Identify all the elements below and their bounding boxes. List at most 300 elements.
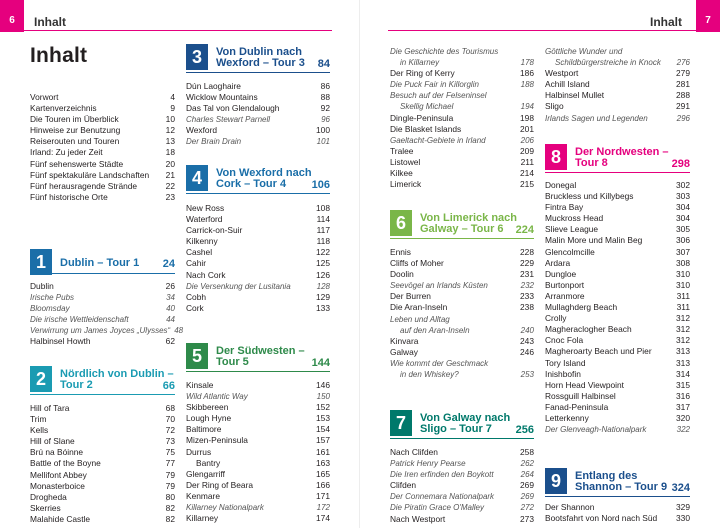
entry-title: Der Ring of Beara bbox=[186, 479, 254, 490]
entry-page-number: 68 bbox=[165, 403, 175, 413]
toc-feature-entry[interactable] bbox=[390, 46, 534, 57]
entry-title: Die Geschichte des Tourismus bbox=[390, 47, 499, 56]
toc-entry[interactable] bbox=[390, 347, 534, 358]
entry-title: Malin More und Malin Beg bbox=[545, 235, 643, 246]
toc-entry[interactable] bbox=[186, 258, 330, 269]
entry-title: Kilkee bbox=[390, 168, 413, 179]
toc-entry[interactable] bbox=[390, 447, 534, 458]
entry-page-number: 186 bbox=[520, 68, 534, 79]
entry-page-number: 246 bbox=[520, 346, 534, 357]
toc-entry[interactable] bbox=[390, 124, 534, 135]
entry-title: Die Puck Fair in Killorglin bbox=[390, 80, 479, 90]
entry-title: Irland: Zu jeder Zeit bbox=[30, 147, 103, 158]
tour-8-heading[interactable] bbox=[545, 144, 690, 178]
toc-feature-entry[interactable] bbox=[30, 314, 175, 325]
toc-entry[interactable] bbox=[186, 413, 330, 424]
entry-title: Trim bbox=[30, 414, 47, 425]
toc-entry[interactable] bbox=[186, 435, 330, 446]
entry-page-number: 165 bbox=[316, 468, 330, 479]
entry-page-number: 269 bbox=[520, 480, 534, 491]
toc-entry[interactable] bbox=[545, 191, 690, 202]
page-gutter bbox=[359, 0, 360, 528]
toc-feature-entry[interactable] bbox=[390, 135, 534, 146]
toc-entry[interactable] bbox=[545, 68, 690, 79]
toc-entry[interactable] bbox=[390, 157, 534, 168]
toc-entry[interactable] bbox=[390, 514, 534, 525]
entry-page-number: 291 bbox=[676, 101, 690, 112]
tour-title-line1: Von Dublin nach bbox=[216, 46, 302, 58]
entry-title: Wie kommt der Geschmack bbox=[390, 358, 489, 368]
entry-title: Killarney Nationalpark bbox=[186, 503, 264, 513]
entry-title: Schildbürgerstreiche in Knock bbox=[555, 58, 661, 68]
entry-title: Skellig Michael bbox=[400, 102, 454, 112]
entry-title: Die Iren erfinden den Boykott bbox=[390, 470, 494, 480]
toc-entry[interactable] bbox=[186, 103, 330, 114]
tour-7-continued-list bbox=[545, 46, 690, 124]
entry-title: Reiserouten und Touren bbox=[30, 136, 120, 147]
tour-7-heading[interactable] bbox=[390, 410, 534, 444]
tour-title-line1: Dublin – Tour 1 bbox=[60, 257, 140, 269]
entry-page-number: 171 bbox=[316, 490, 330, 501]
toc-entry[interactable] bbox=[186, 203, 330, 214]
tour-number-badge: 9 bbox=[545, 468, 567, 494]
entry-page-number: 214 bbox=[520, 168, 534, 179]
tour-heading-rule bbox=[186, 371, 330, 372]
entry-page-number: 243 bbox=[520, 335, 534, 346]
entry-page-number: 178 bbox=[520, 58, 534, 68]
toc-entry[interactable] bbox=[186, 447, 330, 458]
entry-page-number: 314 bbox=[676, 368, 690, 379]
tour-number-badge: 7 bbox=[390, 410, 412, 436]
entry-title: Irische Pubs bbox=[30, 293, 75, 303]
entry-title: Die Touren im Überblick bbox=[30, 114, 119, 125]
entry-page-number: 172 bbox=[316, 503, 330, 513]
entry-title: Die Blasket Islands bbox=[390, 123, 462, 134]
entry-page-number: 258 bbox=[520, 447, 534, 457]
toc-feature-entry[interactable] bbox=[390, 79, 534, 90]
entry-title: Inishbofin bbox=[545, 368, 581, 379]
entry-page-number: 305 bbox=[676, 224, 690, 235]
entry-page-number: 92 bbox=[320, 103, 330, 114]
toc-entry[interactable] bbox=[30, 503, 175, 514]
toc-entry[interactable] bbox=[30, 147, 175, 158]
left-header-title: Inhalt bbox=[34, 15, 66, 29]
toc-entry[interactable] bbox=[186, 480, 330, 491]
entry-title: Slieve League bbox=[545, 224, 599, 235]
entry-title: Glengarriff bbox=[186, 468, 225, 479]
tour-page-number: 24 bbox=[162, 258, 175, 270]
entry-page-number: 40 bbox=[166, 304, 175, 314]
entry-page-number: 269 bbox=[520, 492, 534, 502]
toc-entry[interactable] bbox=[30, 170, 175, 181]
toc-entry[interactable] bbox=[186, 247, 330, 258]
toc-entry[interactable] bbox=[30, 159, 175, 170]
entry-page-number: 276 bbox=[676, 58, 690, 68]
toc-feature-entry[interactable] bbox=[390, 325, 534, 336]
toc-entry[interactable] bbox=[186, 81, 330, 92]
tour-page-number: 224 bbox=[515, 224, 534, 236]
toc-entry[interactable] bbox=[186, 458, 330, 469]
entry-title: Letterkenny bbox=[545, 412, 589, 423]
toc-feature-entry[interactable] bbox=[390, 280, 534, 291]
toc-entry[interactable] bbox=[545, 291, 690, 302]
toc-entry[interactable] bbox=[30, 336, 175, 347]
entry-page-number: 253 bbox=[520, 370, 534, 380]
entry-page-number: 317 bbox=[676, 401, 690, 412]
entry-page-number: 209 bbox=[520, 145, 534, 156]
entry-page-number: 174 bbox=[316, 513, 330, 524]
entry-title: Magheroarty Beach und Pier bbox=[545, 346, 652, 357]
entry-title: Kinvara bbox=[390, 335, 419, 346]
toc-entry[interactable] bbox=[390, 291, 534, 302]
toc-entry[interactable] bbox=[186, 513, 330, 524]
entry-title: Rossguill Halbinsel bbox=[545, 390, 616, 401]
toc-entry[interactable] bbox=[390, 336, 534, 347]
entry-page-number: 125 bbox=[316, 258, 330, 269]
toc-entry[interactable] bbox=[545, 79, 690, 90]
entry-title: Clifden bbox=[390, 480, 417, 491]
entry-title: Bantry bbox=[196, 457, 221, 468]
toc-entry[interactable] bbox=[545, 391, 690, 402]
tour-page-number: 84 bbox=[317, 58, 330, 70]
entry-title: Patrick Henry Pearse bbox=[390, 459, 466, 469]
tour-5-heading[interactable] bbox=[186, 343, 330, 377]
entry-title: Sligo bbox=[545, 101, 564, 112]
toc-entry[interactable] bbox=[390, 302, 534, 313]
tour-heading-rule bbox=[30, 273, 175, 274]
toc-entry[interactable] bbox=[186, 92, 330, 103]
toc-entry[interactable] bbox=[30, 414, 175, 425]
entry-page-number: 238 bbox=[520, 302, 534, 313]
tour-heading-rule bbox=[186, 72, 330, 73]
toc-entry[interactable] bbox=[545, 202, 690, 213]
entry-title: Kilkenny bbox=[186, 236, 218, 247]
entry-page-number: 302 bbox=[676, 180, 690, 190]
entry-title: Drogheda bbox=[30, 491, 67, 502]
toc-feature-entry[interactable] bbox=[390, 491, 534, 502]
tour-title-line1: Entlang des bbox=[575, 470, 638, 482]
tour-title-line2: Galway – Tour 6 bbox=[420, 223, 504, 235]
toc-entry[interactable] bbox=[186, 236, 330, 247]
entry-page-number: 108 bbox=[316, 203, 330, 213]
entry-page-number: 228 bbox=[520, 247, 534, 257]
toc-feature-entry[interactable] bbox=[545, 424, 690, 435]
tour-8-list bbox=[545, 180, 690, 435]
toc-entry[interactable] bbox=[186, 303, 330, 314]
entry-title: Westport bbox=[545, 68, 579, 79]
entry-title: Die Aran-Inseln bbox=[390, 302, 448, 313]
tour-2-heading[interactable] bbox=[30, 366, 175, 400]
toc-entry[interactable] bbox=[186, 469, 330, 480]
toc-entry[interactable] bbox=[545, 358, 690, 369]
toc-entry[interactable] bbox=[30, 103, 175, 114]
entry-page-number: 312 bbox=[676, 313, 690, 324]
toc-entry[interactable] bbox=[30, 514, 175, 525]
entry-page-number: 44 bbox=[166, 315, 175, 325]
entry-page-number: 23 bbox=[165, 191, 175, 202]
toc-entry[interactable] bbox=[30, 436, 175, 447]
entry-title: Vorwort bbox=[30, 92, 59, 102]
entry-title: Mellifont Abbey bbox=[30, 469, 87, 480]
entry-page-number: 308 bbox=[676, 257, 690, 268]
tour-9-heading[interactable] bbox=[545, 468, 690, 502]
entry-title: Der Connemara Nationalpark bbox=[390, 492, 495, 502]
toc-feature-entry[interactable] bbox=[390, 57, 534, 68]
tour-heading-rule bbox=[545, 496, 690, 497]
entry-page-number: 161 bbox=[316, 446, 330, 457]
entry-title: Ennis bbox=[390, 247, 411, 257]
toc-entry[interactable] bbox=[390, 258, 534, 269]
entry-page-number: 272 bbox=[520, 503, 534, 513]
entry-title: Kartenverzeichnis bbox=[30, 103, 97, 114]
toc-entry[interactable] bbox=[30, 181, 175, 192]
entry-title: Charles Stewart Parnell bbox=[186, 115, 271, 125]
entry-title: Der Shannon bbox=[545, 502, 595, 512]
entry-page-number: 152 bbox=[316, 402, 330, 413]
entry-title: Wild Atlantic Way bbox=[186, 392, 248, 402]
entry-page-number: 79 bbox=[165, 480, 175, 491]
entry-title: Cashel bbox=[186, 247, 213, 258]
toc-feature-entry[interactable] bbox=[390, 369, 534, 380]
toc-feature-entry[interactable] bbox=[186, 114, 330, 125]
toc-entry[interactable] bbox=[390, 113, 534, 124]
toc-entry[interactable] bbox=[186, 491, 330, 502]
entry-page-number: 9 bbox=[170, 103, 175, 114]
tour-3-list bbox=[186, 81, 330, 148]
entry-title: Skibbereen bbox=[186, 402, 229, 413]
entry-page-number: 304 bbox=[676, 213, 690, 224]
entry-title: Die Piratin Grace O'Malley bbox=[390, 503, 484, 513]
toc-entry[interactable] bbox=[30, 114, 175, 125]
entry-title: Donegal bbox=[545, 180, 577, 190]
toc-entry[interactable] bbox=[186, 225, 330, 236]
tour-title-line1: Von Wexford nach bbox=[216, 167, 312, 179]
entry-title: Cork bbox=[186, 302, 204, 313]
entry-title: Mizen-Peninsula bbox=[186, 435, 248, 446]
toc-feature-entry[interactable] bbox=[390, 458, 534, 469]
entry-title: Tralee bbox=[390, 145, 414, 156]
right-header-rule bbox=[388, 30, 696, 31]
entry-title: Burtonport bbox=[545, 279, 585, 290]
toc-entry[interactable] bbox=[545, 413, 690, 424]
tour-page-number: 106 bbox=[311, 179, 330, 191]
toc-entry[interactable] bbox=[186, 380, 330, 391]
toc-entry[interactable] bbox=[30, 136, 175, 147]
toc-entry[interactable] bbox=[30, 125, 175, 136]
toc-feature-entry[interactable] bbox=[545, 46, 690, 57]
tour-9-list bbox=[545, 502, 690, 524]
toc-entry[interactable] bbox=[186, 270, 330, 281]
toc-entry[interactable] bbox=[30, 192, 175, 203]
entry-title: Malahide Castle bbox=[30, 513, 91, 524]
entry-title: Bruckless und Killybegs bbox=[545, 191, 634, 202]
entry-page-number: 122 bbox=[316, 247, 330, 258]
tour-number-badge: 5 bbox=[186, 343, 208, 369]
toc-entry[interactable] bbox=[186, 402, 330, 413]
entry-title: Magheraclogher Beach bbox=[545, 324, 632, 335]
toc-entry[interactable] bbox=[545, 502, 690, 513]
entry-page-number: 215 bbox=[520, 179, 534, 190]
toc-entry[interactable] bbox=[545, 180, 690, 191]
toc-entry[interactable] bbox=[545, 235, 690, 246]
entry-title: Fünf spektakuläre Landschaften bbox=[30, 169, 150, 180]
toc-feature-entry[interactable] bbox=[30, 325, 184, 336]
tour-heading-rule bbox=[30, 394, 175, 395]
toc-entry[interactable] bbox=[30, 92, 175, 103]
toc-entry[interactable] bbox=[186, 125, 330, 136]
entry-page-number: 154 bbox=[316, 424, 330, 435]
toc-feature-entry[interactable] bbox=[186, 391, 330, 402]
entry-title: Listowel bbox=[390, 156, 421, 167]
toc-entry[interactable] bbox=[30, 281, 175, 292]
toc-entry[interactable] bbox=[545, 90, 690, 101]
toc-entry[interactable] bbox=[30, 425, 175, 436]
entry-title: Doolin bbox=[390, 269, 414, 280]
toc-feature-entry[interactable] bbox=[186, 502, 330, 513]
tour-1-heading[interactable] bbox=[30, 249, 175, 283]
entry-title: Glencolmcille bbox=[545, 246, 595, 257]
entry-page-number: 198 bbox=[520, 112, 534, 123]
entry-page-number: 288 bbox=[676, 90, 690, 101]
toc-entry[interactable] bbox=[545, 269, 690, 280]
toc-entry[interactable] bbox=[545, 369, 690, 380]
toc-entry[interactable] bbox=[545, 335, 690, 346]
toc-feature-entry[interactable] bbox=[30, 292, 175, 303]
toc-entry[interactable] bbox=[545, 324, 690, 335]
toc-entry[interactable] bbox=[545, 313, 690, 324]
toc-entry[interactable] bbox=[545, 213, 690, 224]
toc-entry[interactable] bbox=[390, 480, 534, 491]
toc-entry[interactable] bbox=[545, 280, 690, 291]
toc-feature-entry[interactable] bbox=[390, 314, 534, 325]
toc-feature-entry[interactable] bbox=[545, 57, 690, 68]
tour-6-heading[interactable] bbox=[390, 210, 534, 244]
toc-entry[interactable] bbox=[186, 424, 330, 435]
toc-feature-entry[interactable] bbox=[390, 101, 534, 112]
entry-page-number: 77 bbox=[165, 458, 175, 469]
tour-heading-rule bbox=[390, 238, 534, 239]
tour-5-continued-list bbox=[390, 46, 534, 190]
entry-page-number: 303 bbox=[676, 191, 690, 202]
entry-page-number: 75 bbox=[165, 447, 175, 458]
entry-title: Nach Clifden bbox=[390, 447, 438, 457]
toc-entry[interactable] bbox=[545, 346, 690, 357]
entry-title: Das Tal von Glendalough bbox=[186, 103, 280, 114]
toc-entry[interactable] bbox=[545, 513, 690, 524]
tour-title-line2: Cork – Tour 4 bbox=[216, 178, 287, 190]
entry-title: Durrus bbox=[186, 446, 212, 457]
left-page-number: 6 bbox=[0, 0, 24, 32]
tour-title-line1: Der Südwesten – bbox=[216, 345, 305, 357]
toc-feature-entry[interactable] bbox=[545, 113, 690, 124]
entry-page-number: 264 bbox=[520, 470, 534, 480]
entry-title: Crolly bbox=[545, 313, 567, 324]
toc-entry[interactable] bbox=[390, 269, 534, 280]
entry-page-number: 150 bbox=[316, 392, 330, 402]
entry-page-number: 315 bbox=[676, 379, 690, 390]
toc-feature-entry[interactable] bbox=[390, 502, 534, 513]
toc-entry[interactable] bbox=[30, 481, 175, 492]
toc-entry[interactable] bbox=[545, 247, 690, 258]
tour-title-line2: Tour 2 bbox=[60, 379, 93, 391]
toc-entry[interactable] bbox=[390, 179, 534, 190]
toc-feature-entry[interactable] bbox=[30, 303, 175, 314]
entry-title: auf den Aran-Inseln bbox=[400, 325, 470, 335]
entry-page-number: 306 bbox=[676, 235, 690, 246]
entry-title: Der Brain Drain bbox=[186, 137, 242, 147]
entry-page-number: 312 bbox=[676, 335, 690, 346]
toc-entry[interactable] bbox=[30, 403, 175, 414]
toc-entry[interactable] bbox=[390, 68, 534, 79]
toc-entry[interactable] bbox=[186, 214, 330, 225]
tour-3-heading[interactable] bbox=[186, 44, 330, 78]
toc-entry[interactable] bbox=[545, 224, 690, 235]
toc-feature-entry[interactable] bbox=[390, 90, 534, 101]
toc-entry[interactable] bbox=[390, 168, 534, 179]
entry-page-number bbox=[530, 90, 534, 101]
entry-page-number: 128 bbox=[316, 281, 330, 291]
tour-number-badge: 3 bbox=[186, 44, 208, 70]
toc-entry[interactable] bbox=[30, 492, 175, 503]
entry-page-number: 312 bbox=[676, 324, 690, 335]
toc-entry[interactable] bbox=[390, 146, 534, 157]
entry-page-number: 307 bbox=[676, 246, 690, 257]
tour-title-line2: Shannon – Tour 9 bbox=[575, 481, 668, 493]
entry-page-number: 12 bbox=[165, 125, 175, 136]
toc-feature-entry[interactable] bbox=[186, 281, 330, 292]
entry-title: Brú na Bóinne bbox=[30, 447, 84, 458]
toc-feature-entry[interactable] bbox=[390, 358, 534, 369]
entry-title: Hill of Tara bbox=[30, 403, 70, 413]
toc-entry[interactable] bbox=[390, 247, 534, 258]
toc-feature-entry[interactable] bbox=[186, 136, 330, 147]
entry-page-number: 70 bbox=[165, 414, 175, 425]
toc-entry[interactable] bbox=[30, 470, 175, 481]
entry-page-number: 310 bbox=[676, 279, 690, 290]
toc-entry[interactable] bbox=[30, 458, 175, 469]
entry-page-number: 163 bbox=[316, 457, 330, 468]
toc-entry[interactable] bbox=[545, 101, 690, 112]
entry-page-number: 262 bbox=[520, 459, 534, 469]
entry-title: Dingle-Peninsula bbox=[390, 112, 454, 123]
toc-entry[interactable] bbox=[186, 292, 330, 303]
entry-page-number: 329 bbox=[676, 502, 690, 512]
tour-4-heading[interactable] bbox=[186, 165, 330, 199]
toc-entry[interactable] bbox=[545, 258, 690, 269]
entry-title: Fünf historische Orte bbox=[30, 191, 108, 202]
entry-title: Bootsfahrt von Nord nach Süd bbox=[545, 513, 658, 524]
entry-page-number: 311 bbox=[676, 290, 690, 301]
toc-entry[interactable] bbox=[30, 447, 175, 458]
toc-entry[interactable] bbox=[545, 402, 690, 413]
tour-7-list bbox=[390, 447, 534, 525]
entry-title: Monasterboice bbox=[30, 480, 85, 491]
toc-entry[interactable] bbox=[545, 302, 690, 313]
entry-page-number: 82 bbox=[165, 502, 175, 513]
entry-page-number: 80 bbox=[165, 491, 175, 502]
tour-title-line1: Von Limerick nach bbox=[420, 212, 517, 224]
entry-page-number: 229 bbox=[520, 258, 534, 269]
tour-page-number: 298 bbox=[671, 158, 690, 170]
tour-4-list bbox=[186, 203, 330, 314]
entry-title: Die Versenkung der Lusitania bbox=[186, 281, 291, 291]
entry-page-number: 281 bbox=[676, 79, 690, 90]
entry-title: Cnoc Fola bbox=[545, 335, 584, 346]
toc-entry[interactable] bbox=[545, 380, 690, 391]
entry-title: Cliffs of Moher bbox=[390, 258, 444, 269]
entry-title: Göttliche Wunder und bbox=[545, 47, 623, 56]
toc-feature-entry[interactable] bbox=[390, 469, 534, 480]
